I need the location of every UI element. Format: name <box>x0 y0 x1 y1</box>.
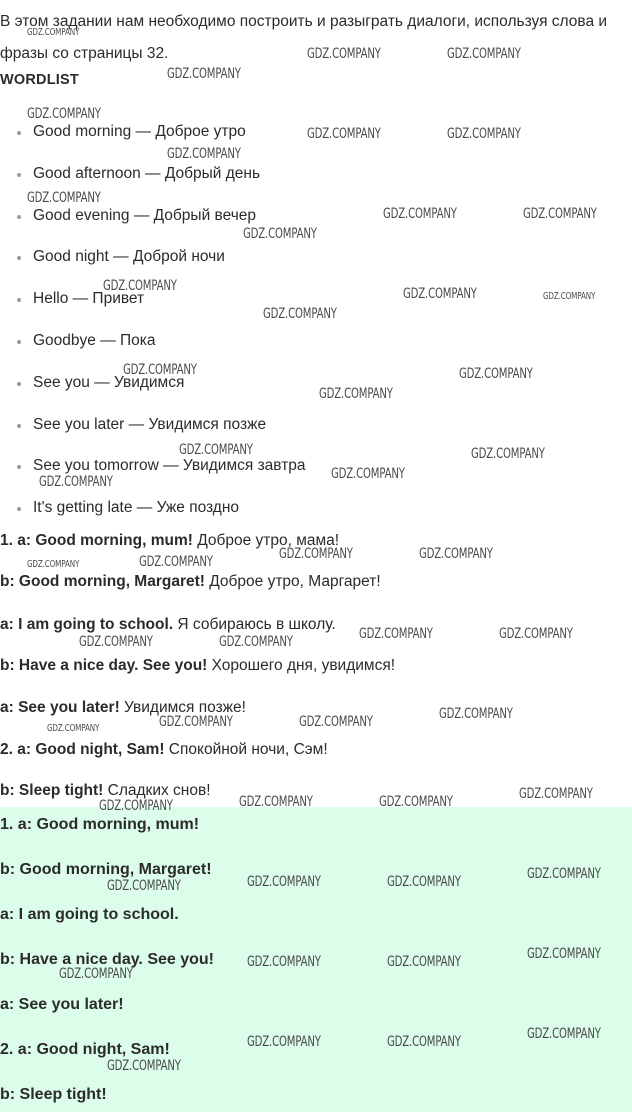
watermark-text: GDZ.COMPANY <box>519 786 593 802</box>
answer-line: b: Good morning, Margaret! <box>0 861 212 878</box>
watermark-text: GDZ.COMPANY <box>247 1034 321 1050</box>
list-item: It's getting late — Уже поздно <box>33 487 306 529</box>
watermark-text: GDZ.COMPANY <box>79 634 153 650</box>
watermark-text: GDZ.COMPANY <box>307 126 381 142</box>
watermark-text: GDZ.COMPANY <box>543 291 596 302</box>
answer-line: b: Sleep tight! <box>0 1086 107 1103</box>
dialogue-line <box>0 616 336 634</box>
list-item: Good afternoon — Добрый день <box>33 153 306 195</box>
list-item: Good night — Доброй ночи <box>33 236 306 278</box>
dialogue-russian: Сладких снов! <box>103 782 211 799</box>
dialogue-english: b: Good morning, Margaret! <box>0 573 205 590</box>
dialogue-line <box>0 657 395 675</box>
watermark-text: GDZ.COMPANY <box>179 442 253 458</box>
intro-text: В этом задании нам необходимо построить и разыграть диалоги, используя слова и фразы со страницы 32. <box>0 13 608 62</box>
watermark-text: GDZ.COMPANY <box>27 559 80 570</box>
watermark-text: GDZ.COMPANY <box>319 386 393 402</box>
watermark-text: GDZ.COMPANY <box>103 278 177 294</box>
dialogue-russian: Я собираюсь в школу. <box>173 616 336 633</box>
dialogue-russian: Хорошего дня, увидимся! <box>207 657 396 674</box>
watermark-text: GDZ.COMPANY <box>27 106 101 122</box>
watermark-text: GDZ.COMPANY <box>527 866 601 882</box>
dialogue-english: 2. a: Good night, Sam! <box>0 741 165 758</box>
wordlist <box>0 111 306 529</box>
list-item: See you later — Увидимся позже <box>33 404 306 446</box>
watermark-text: GDZ.COMPANY <box>47 723 100 734</box>
dialogue-russian: Увидимся позже! <box>119 699 246 716</box>
dialogue-russian: Доброе утро, мама! <box>192 532 340 549</box>
dialogue-russian: Доброе утро, Маргарет! <box>204 573 381 590</box>
watermark-text: GDZ.COMPANY <box>123 362 197 378</box>
watermark-text: GDZ.COMPANY <box>387 874 461 890</box>
watermark-text: GDZ.COMPANY <box>331 466 405 482</box>
list-item: Hello — Привет <box>33 278 306 320</box>
answer-line: a: I am going to school. <box>0 906 179 923</box>
watermark-text: GDZ.COMPANY <box>439 706 513 722</box>
dialogue-english: b: Have a nice day. See you! <box>0 657 208 674</box>
watermark-text: GDZ.COMPANY <box>167 146 241 162</box>
dialogue-line <box>0 741 328 759</box>
answer-line: 2. a: Good night, Sam! <box>0 1041 170 1058</box>
watermark-text: GDZ.COMPANY <box>379 794 453 810</box>
watermark-text: GDZ.COMPANY <box>471 446 545 462</box>
watermark-text: GDZ.COMPANY <box>299 714 373 730</box>
dialogue-english: a: See you later! <box>0 699 120 716</box>
watermark-text: GDZ.COMPANY <box>243 226 317 242</box>
watermark-text: GDZ.COMPANY <box>239 794 313 810</box>
watermark-text: GDZ.COMPANY <box>403 286 477 302</box>
watermark-text: GDZ.COMPANY <box>167 66 241 82</box>
watermark-text: GDZ.COMPANY <box>499 626 573 642</box>
dialogue-line <box>0 573 381 591</box>
watermark-text: GDZ.COMPANY <box>459 366 533 382</box>
watermark-text: GDZ.COMPANY <box>99 798 173 814</box>
watermark-text: GDZ.COMPANY <box>107 1058 181 1074</box>
watermark-text: GDZ.COMPANY <box>247 954 321 970</box>
watermark-text: GDZ.COMPANY <box>359 626 433 642</box>
watermark-text: GDZ.COMPANY <box>139 554 213 570</box>
watermark-text: GDZ.COMPANY <box>263 306 337 322</box>
watermark-text: GDZ.COMPANY <box>387 1034 461 1050</box>
list-item: Good morning — Доброе утро <box>33 111 306 153</box>
wordlist-heading: WORDLIST <box>0 72 79 88</box>
watermark-text: GDZ.COMPANY <box>219 634 293 650</box>
answer-line: a: See you later! <box>0 996 124 1013</box>
watermark-text: GDZ.COMPANY <box>419 546 493 562</box>
list-item: Good evening — Добрый вечер <box>33 195 306 237</box>
watermark-text: GDZ.COMPANY <box>27 27 80 38</box>
watermark-text: GDZ.COMPANY <box>27 190 101 206</box>
watermark-text: GDZ.COMPANY <box>107 878 181 894</box>
dialogue-english: b: Sleep tight! <box>0 782 104 799</box>
watermark-text: GDZ.COMPANY <box>279 546 353 562</box>
watermark-text: GDZ.COMPANY <box>307 46 381 62</box>
list-item: See you — Увидимся <box>33 362 306 404</box>
watermark-text: GDZ.COMPANY <box>527 1026 601 1042</box>
watermark-text: GDZ.COMPANY <box>247 874 321 890</box>
dialogue-russian: Спокойной ночи, Сэм! <box>164 741 328 758</box>
watermark-text: GDZ.COMPANY <box>527 946 601 962</box>
watermark-text: GDZ.COMPANY <box>387 954 461 970</box>
watermark-text: GDZ.COMPANY <box>447 126 521 142</box>
dialogue-english: 1. a: Good morning, mum! <box>0 532 193 549</box>
list-item: Goodbye — Пока <box>33 320 306 362</box>
watermark-text: GDZ.COMPANY <box>159 714 233 730</box>
watermark-text: GDZ.COMPANY <box>447 46 521 62</box>
watermark-text: GDZ.COMPANY <box>383 206 457 222</box>
list-item: See you tomorrow — Увидимся завтра <box>33 445 306 487</box>
watermark-text: GDZ.COMPANY <box>59 966 133 982</box>
watermark-text: GDZ.COMPANY <box>39 474 113 490</box>
answer-line: b: Have a nice day. See you! <box>0 951 215 968</box>
watermark-text: GDZ.COMPANY <box>523 206 597 222</box>
answer-line: 1. a: Good morning, mum! <box>0 816 200 833</box>
dialogue-english: a: I am going to school. <box>0 616 174 633</box>
